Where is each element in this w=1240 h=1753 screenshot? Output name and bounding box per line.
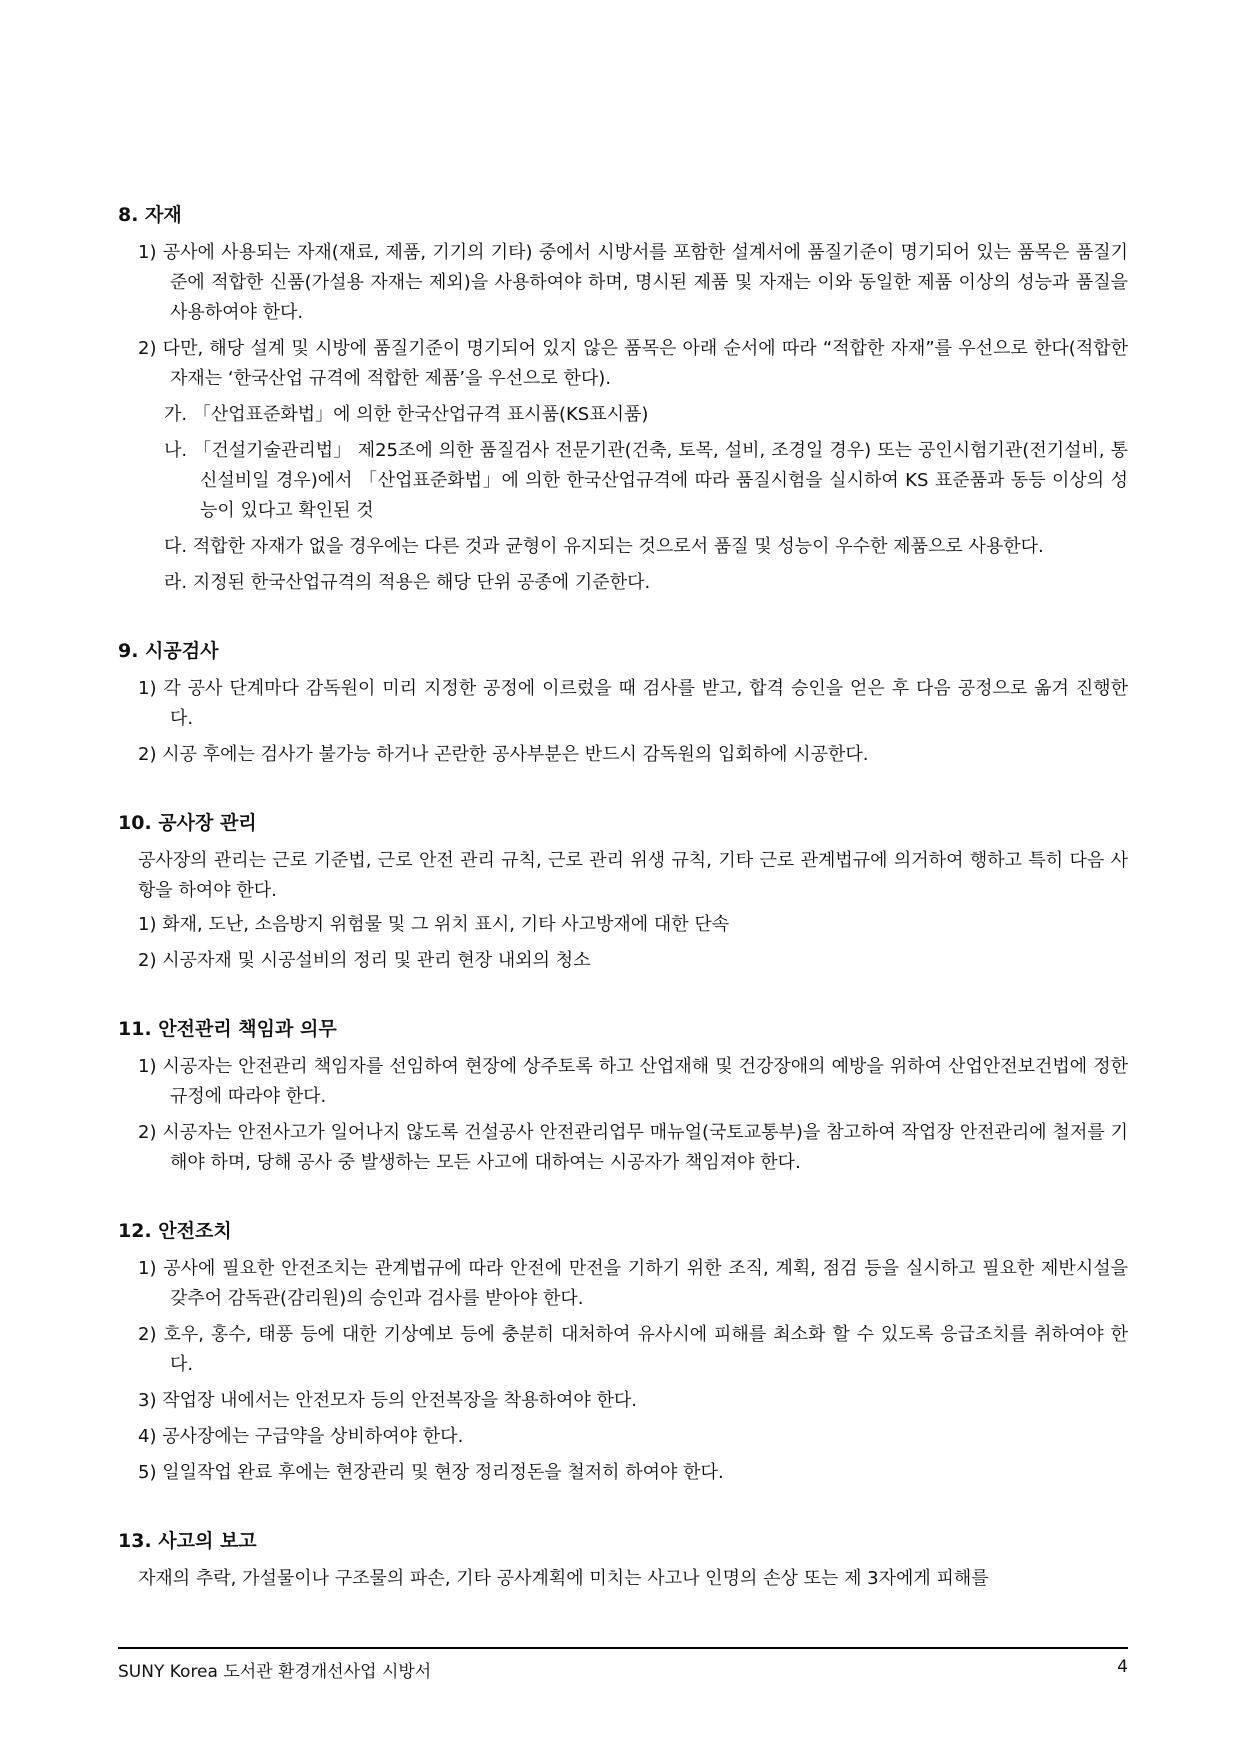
list-item: 2) 호우, 홍수, 태풍 등에 대한 기상예보 등에 충분히 대처하여 유사시에 피해를 최소화 할 수 있도록 응급조치를 취하여야 한다. <box>138 1324 1128 1375</box>
list-item: 1) 공사에 필요한 안전조치는 관계법규에 따라 안전에 만전을 기하기 위한 조직, 계획, 점검 등을 실시하고 필요한 제반시설을 갖추어 감독관(감리원)의 승인과 검사를 받아야 한다. <box>138 1258 1128 1309</box>
list-item: 3) 작업장 내에서는 안전모자 등의 안전복장을 착용하여야 한다. <box>138 1390 637 1411</box>
sub-list-item: 가. 「산업표준화법」에 의한 한국산업규격 표시품(KS표시품) <box>164 404 649 425</box>
section-title: 10. 공사장 관리 <box>118 812 257 834</box>
section-materials <box>118 200 1128 598</box>
section-title: 13. 사고의 보고 <box>118 1530 257 1552</box>
sub-list-item: 라. 지정된 한국산업규격의 적용은 해당 단위 공종에 기준한다. <box>164 572 651 593</box>
list-item: 1) 공사에 사용되는 자재(재료, 제품, 기기의 기타) 중에서 시방서를 포함한 설계서에 품질기준이 명기되어 있는 품목은 품질기준에 적합한 신품(가설용 자재는 제외)을 사용하여야 하며, 명시된 제품 및 자재는 이와 동일한 제품 이상의 성능과 품질을 사용하여야 한다. <box>138 242 1128 323</box>
page-footer <box>118 1647 1128 1682</box>
list-item: 5) 일일작업 완료 후에는 현장관리 및 현장 정리정돈을 철저히 하여야 한다. <box>138 1462 724 1483</box>
section-inspection <box>118 636 1128 770</box>
section-safety-responsibility <box>118 1014 1128 1178</box>
list-item: 1) 시공자는 안전관리 책임자를 선임하여 현장에 상주토록 하고 산업재해 및 건강장애의 예방을 위하여 산업안전보건법에 정한 규정에 따라야 한다. <box>138 1056 1128 1107</box>
list-item: 2) 시공자는 안전사고가 일어나지 않도록 건설공사 안전관리업무 매뉴얼(국토교통부)을 참고하여 작업장 안전관리에 철저를 기해야 하며, 당해 공사 중 발생하는 모든 사고에 대하여는 시공자가 책임져야 한다. <box>138 1122 1128 1173</box>
footer-doc-title: SUNY Korea 도서관 환경개선사업 시방서 <box>118 1662 432 1682</box>
list-item: 2) 시공자재 및 시공설비의 정리 및 관리 현장 내외의 청소 <box>138 950 591 971</box>
list-item: 2) 다만, 해당 설계 및 시방에 품질기준이 명기되어 있지 않은 품목은 아래 순서에 따라 “적합한 자재”를 우선으로 한다(적합한 자재는 ‘한국산업 규격에 적합한 제품’을 우선으로 한다). <box>138 338 1128 389</box>
document-body <box>118 200 1128 1632</box>
list-item: 1) 화재, 도난, 소음방지 위험물 및 그 위치 표시, 기타 사고방재에 대한 단속 <box>138 914 730 935</box>
list-item: 2) 시공 후에는 검사가 불가능 하거나 곤란한 공사부분은 반드시 감독원의 입회하에 시공한다. <box>138 744 869 765</box>
section-title: 9. 시공검사 <box>118 640 219 662</box>
section-title: 12. 안전조치 <box>118 1220 232 1242</box>
section-title: 11. 안전관리 책임과 의무 <box>118 1018 337 1040</box>
page-number: 4 <box>1117 1657 1128 1677</box>
section-intro: 공사장의 관리는 근로 기준법, 근로 안전 관리 규칙, 근로 관리 위생 규칙, 기타 근로 관계법규에 의거하여 행하고 특히 다음 사항을 하여야 한다. <box>138 850 1128 901</box>
section-safety-measures <box>118 1216 1128 1488</box>
section-accident-report <box>118 1526 1128 1594</box>
section-site-management <box>118 808 1128 976</box>
section-title: 8. 자재 <box>118 204 182 226</box>
list-item: 4) 공사장에는 구급약을 상비하여야 한다. <box>138 1426 464 1447</box>
section-intro: 자재의 추락, 가설물이나 구조물의 파손, 기타 공사계획에 미치는 사고나 인명의 손상 또는 제 3자에게 피해를 <box>138 1568 989 1589</box>
sub-list-item: 나. 「건설기술관리법」 제25조에 의한 품질검사 전문기관(건축, 토목, 설비, 조경일 경우) 또는 공인시험기관(전기설비, 통신설비일 경우)에서 「산업표준화법」에 의한 한국산업규격에 따라 품질시험을 실시하여 KS 표준품과 동등 이상의 성능이 있다고 확인된 것 <box>164 440 1128 521</box>
sub-list-item: 다. 적합한 자재가 없을 경우에는 다른 것과 균형이 유지되는 것으로서 품질 및 성능이 우수한 제품으로 사용한다. <box>164 536 1044 557</box>
list-item: 1) 각 공사 단계마다 감독원이 미리 지정한 공정에 이르렀을 때 검사를 받고, 합격 승인을 얻은 후 다음 공정으로 옮겨 진행한다. <box>138 678 1128 729</box>
